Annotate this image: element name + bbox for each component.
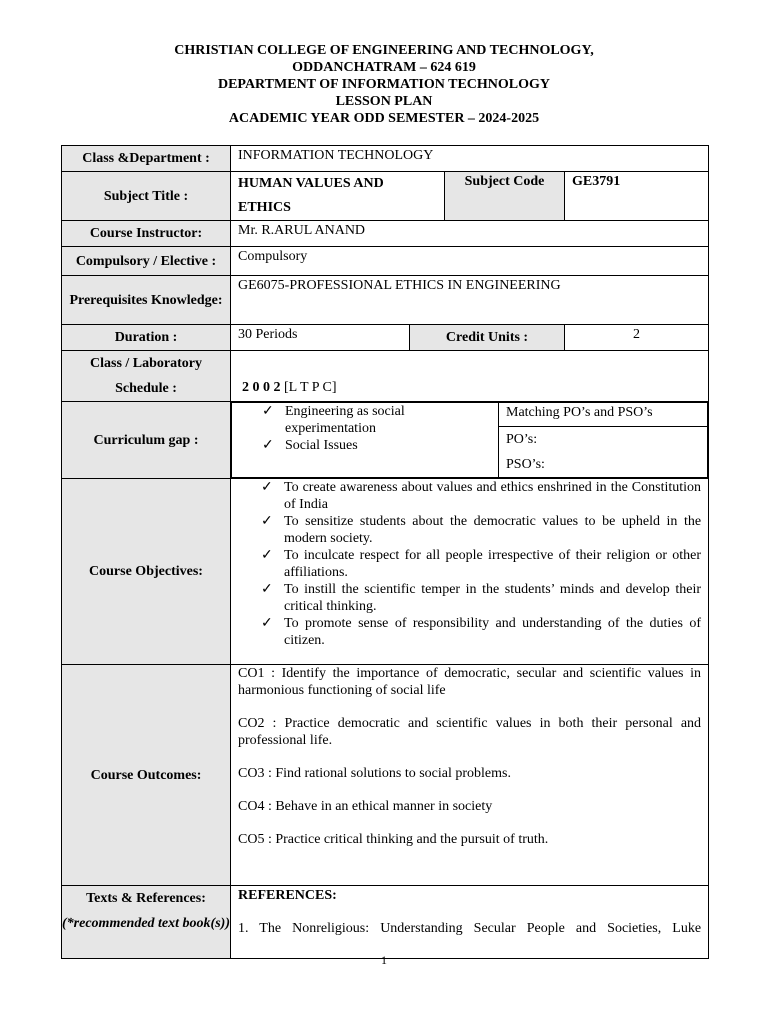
document-header [0,42,768,127]
row-subject [62,172,709,221]
schedule-label: Class / Laboratory Schedule : [62,351,231,402]
prerequisites-label: Prerequisites Knowledge: [62,276,231,325]
subject-title-label: Subject Title : [62,172,231,221]
row-curriculum-gap [62,402,709,479]
references-heading: REFERENCES: [238,888,337,903]
checkmark-icon: ✓ [262,438,274,453]
outcome-co2: CO2 : Practice democratic and scientific values in both their personal and professional life. [238,716,702,748]
po-pso-cell [499,427,708,478]
texts-references-label: Texts & References: [86,891,206,906]
list-item: ✓ To sensitize students about the democratic values to be upheld in the modern society. [261,514,702,546]
pos-label: PO’s: [506,432,538,447]
duration-label: Duration : [62,325,231,351]
row-prerequisites [62,276,709,325]
reference-item: 1. The Nonreligious: Understanding Secular People and Societies, Luke [238,921,702,936]
row-texts-references [62,886,709,959]
list-item: ✓ To inculcate respect for all people irrespective of their religion or other affiliations. [261,548,702,580]
texts-references-cell [231,886,709,959]
curriculum-gap-list-cell [232,403,499,478]
academic-year: ACADEMIC YEAR ODD SEMESTER – 2024-2025 [228,111,540,126]
outcomes-label: Course Outcomes: [62,665,231,886]
outcome-co5: CO5 : Practice critical thinking and the pursuit of truth. [238,832,549,847]
outcome-co3: CO3 : Find rational solutions to social problems. [238,766,511,781]
outcome-co1: CO1 : Identify the importance of democratic, secular and scientific values in harmonious functioning of social life [238,666,702,698]
row-outcomes [62,665,709,886]
subject-code-value: GE3791 [565,172,709,221]
checkmark-icon: ✓ [262,404,274,419]
credit-units-label: Credit Units : [410,325,565,351]
texts-references-label-cell [62,886,231,959]
matching-po-pso-label: Matching PO’s and PSO’s [499,403,708,427]
objectives-cell [231,479,709,665]
row-compulsory [62,247,709,276]
curriculum-gap-cell [231,402,709,479]
department-value: INFORMATION TECHNOLOGY [231,146,709,172]
college-location: ODDANCHATRAM – 624 619 [292,60,476,75]
schedule-ltpc-values: 2 0 0 2 [242,380,281,395]
curriculum-gap-label: Curriculum gap : [62,402,231,479]
subject-title-value: HUMAN VALUES AND ETHICS [231,172,445,221]
row-duration [62,325,709,351]
checkmark-icon: ✓ [261,582,273,597]
row-instructor [62,221,709,247]
list-item: ✓ Engineering as social experimentation [262,404,405,436]
row-objectives [62,479,709,665]
checkmark-icon: ✓ [261,514,273,529]
subject-code-label: Subject Code [445,172,565,221]
objectives-label: Course Objectives: [62,479,231,665]
psos-label: PSO’s: [506,457,545,472]
document-title: LESSON PLAN [335,94,433,109]
schedule-value [231,351,709,402]
checkmark-icon: ✓ [261,480,273,495]
college-name: CHRISTIAN COLLEGE OF ENGINEERING AND TECHNOLOGY, [174,43,594,58]
lesson-plan-table [61,145,709,959]
department-name: DEPARTMENT OF INFORMATION TECHNOLOGY [217,77,551,92]
outcome-co4: CO4 : Behave in an ethical manner in society [238,799,493,814]
list-item: ✓ To promote sense of responsibility and understanding of the duties of citizen. [261,616,702,648]
checkmark-icon: ✓ [261,616,273,631]
compulsory-value: Compulsory [231,247,709,276]
schedule-ltpc-legend: [L T P C] [280,380,337,395]
list-item: ✓ To create awareness about values and ethics enshrined in the Constitution of India [261,480,702,512]
row-department [62,146,709,172]
curriculum-gap-list [232,403,498,454]
instructor-label: Course Instructor: [62,221,231,247]
department-label: Class &Department : [62,146,231,172]
checkmark-icon: ✓ [261,548,273,563]
recommended-textbook-note: (*recommended text book(s)) [62,916,230,931]
instructor-value: Mr. R.ARUL ANAND [231,221,709,247]
page-number: 1 [381,953,387,967]
credit-units-value: 2 [565,325,709,351]
duration-value: 30 Periods [231,325,410,351]
list-item: ✓ To instill the scientific temper in the students’ minds and develop their critical thinking. [261,582,702,614]
list-item: ✓ Social Issues [262,438,358,453]
outcomes-cell [231,665,709,886]
objectives-list [231,479,701,649]
prerequisites-value: GE6075-PROFESSIONAL ETHICS IN ENGINEERING [231,276,709,325]
compulsory-label: Compulsory / Elective : [62,247,231,276]
row-schedule [62,351,709,402]
